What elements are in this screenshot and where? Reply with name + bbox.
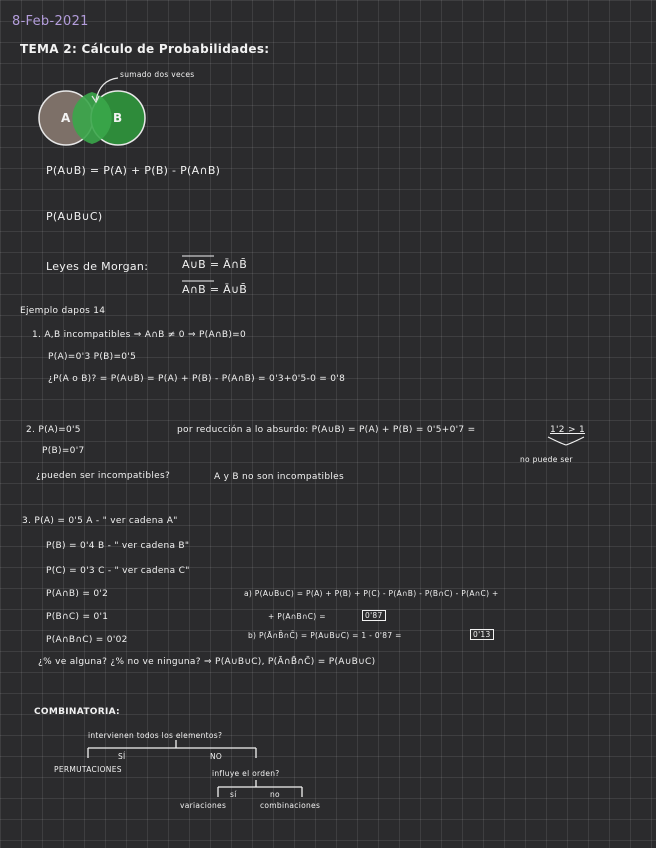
- combinatoria-heading: COMBINATORIA:: [34, 707, 120, 717]
- e3-line-4: P(A∩B) = 0'2: [46, 589, 109, 599]
- e2-conclusion: A y B no son incompatibles: [214, 472, 344, 482]
- venn-label-b: B: [113, 111, 123, 125]
- e1-line1: 1. A,B incompatibles ⇒ A∩B ≠ 0 ⇒ P(A∩B)=0: [32, 330, 246, 340]
- e3-a-result: 0'87: [362, 610, 386, 621]
- e2-reduction: por reducción a lo absurdo: P(A∪B) = P(A) + P(B) = 0'5+0'7 =: [177, 425, 476, 435]
- example-heading: Ejemplo dapos 14: [20, 306, 106, 316]
- e2-line2: P(B)=0'7: [42, 446, 85, 456]
- morgan-law-1: A∪B = Ā∩B̄: [182, 258, 248, 271]
- e3-b-line: b) P(Ā∩B̄∩C̄) = P(A∪B∪C) = 1 - 0'87 =: [248, 631, 402, 640]
- e3-line-3: P(C) = 0'3 C - " ver cadena C": [46, 566, 190, 576]
- e2-question: ¿pueden ser incompatibles?: [36, 471, 171, 481]
- tree-question-1: intervienen todos los elementos?: [88, 731, 223, 740]
- union-formula: P(A∪B) = P(A) + P(B) - P(A∩B): [46, 164, 221, 177]
- e1-line2: P(A)=0'3 P(B)=0'5: [48, 352, 137, 362]
- e2-note: no puede ser: [520, 455, 573, 464]
- brace-underline: [548, 437, 584, 445]
- tree-variaciones: variaciones: [180, 801, 227, 810]
- venn-label-a: A: [61, 111, 71, 125]
- e1-line3: ¿P(A o B)? = P(A∪B) = P(A) + P(B) - P(A∩B) = 0'3+0'5-0 = 0'8: [48, 374, 346, 384]
- e2-result: 1'2 > 1: [550, 425, 586, 435]
- page-title: TEMA 2: Cálculo de Probabilidades:: [20, 42, 270, 56]
- morgan-label: Leyes de Morgan:: [46, 260, 149, 273]
- e3-line-2: P(B) = 0'4 B - " ver cadena B": [46, 541, 190, 551]
- e2-line1: 2. P(A)=0'5: [26, 425, 81, 435]
- date: 8-Feb-2021: [12, 14, 89, 29]
- tree-no-2: no: [270, 790, 280, 799]
- e3-line-1: 3. P(A) = 0'5 A - " ver cadena A": [22, 516, 178, 526]
- e3-line-6: P(A∩B∩C) = 0'02: [46, 635, 128, 645]
- e3-b-result: 0'13: [470, 629, 494, 640]
- e3-a-line1: a) P(A∪B∪C) = P(A) + P(B) + P(C) - P(A∩B) - P(B∩C) - P(A∩C) +: [244, 589, 499, 598]
- e3-line-5: P(B∩C) = 0'1: [46, 612, 109, 622]
- tree-si: SÍ: [118, 752, 126, 761]
- morgan-law-2: A∩B = Ā∪B̄: [182, 283, 248, 296]
- venn-diagram: [39, 78, 145, 145]
- tree-question-2: influye el orden?: [212, 769, 280, 778]
- tree-permutaciones: PERMUTACIONES: [54, 765, 122, 774]
- tree-si-2: sí: [230, 790, 237, 799]
- venn-annotation: sumado dos veces: [120, 70, 195, 79]
- e3-question: ¿% ve alguna? ¿% no ve ninguna? ⇒ P(A∪B∪C), P(Ā∩B̄∩C̄) = P(A∪B∪C): [38, 657, 376, 667]
- tree-combinaciones: combinaciones: [260, 801, 321, 810]
- tree-no: NO: [210, 752, 223, 761]
- union3-formula: P(A∪B∪C): [46, 210, 103, 223]
- e3-a-line2: + P(A∩B∩C) =: [268, 612, 326, 621]
